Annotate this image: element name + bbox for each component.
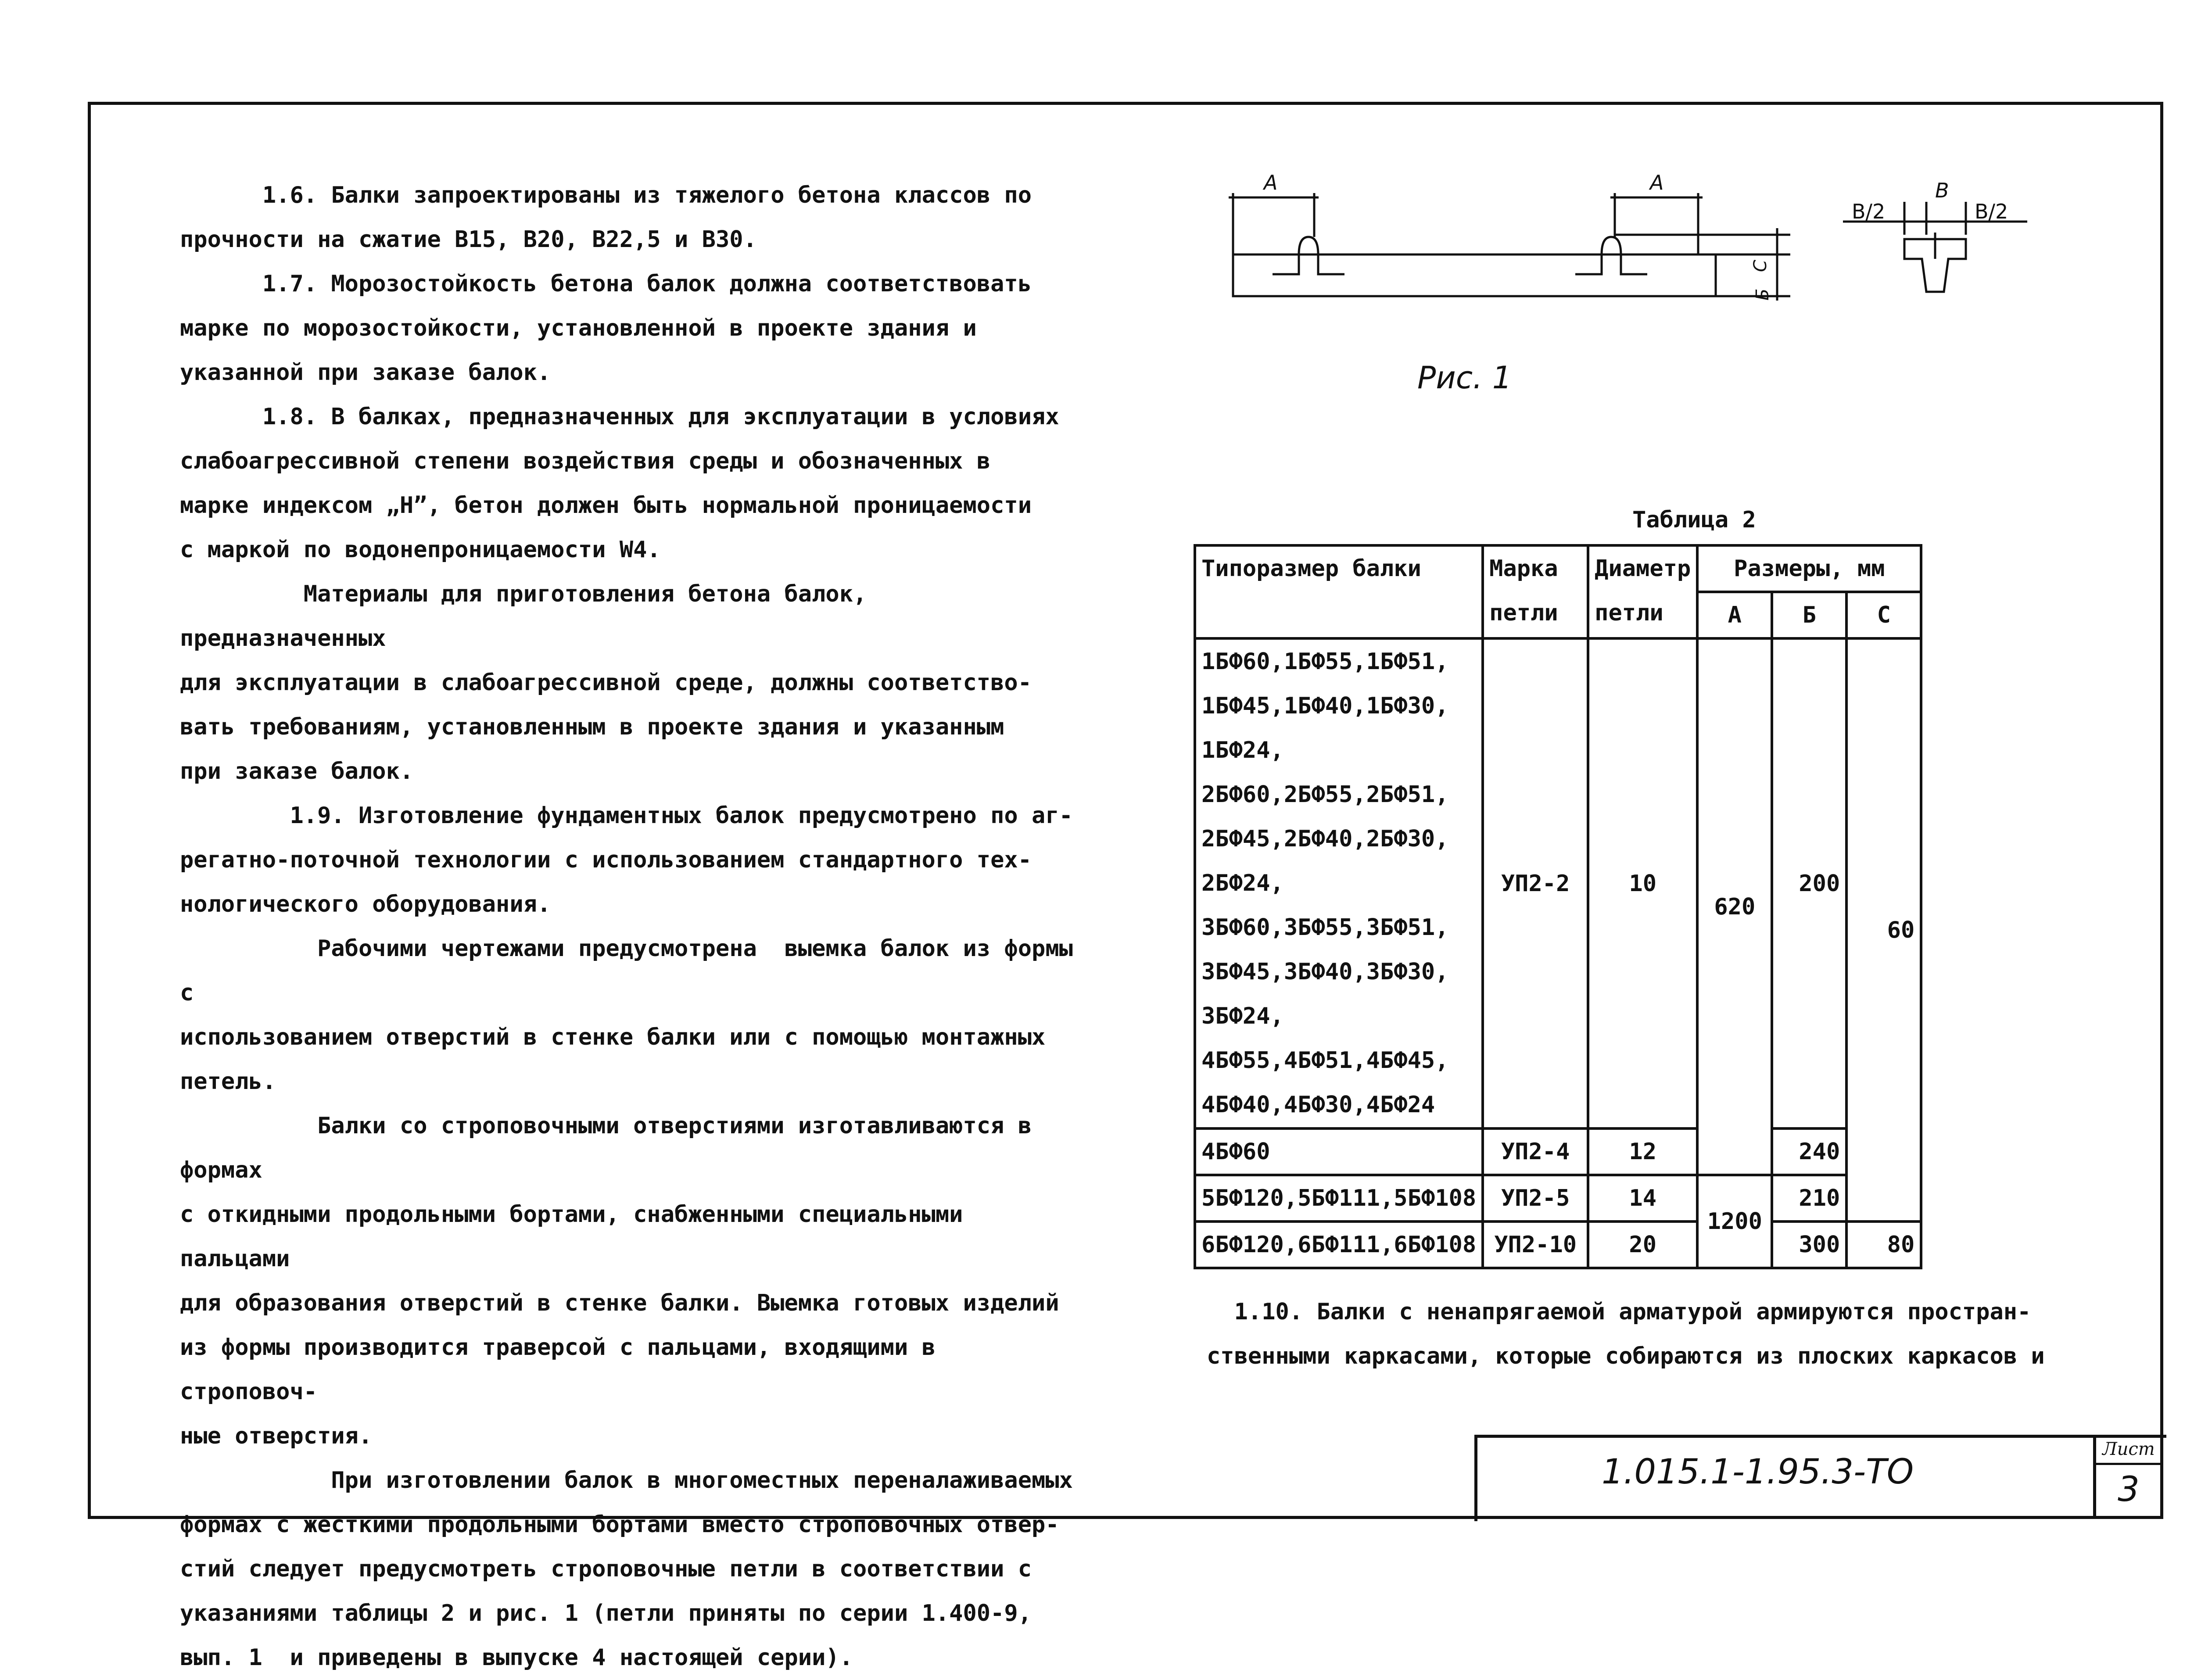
cell-type: 5БФ120,5БФ111,5БФ108 <box>1195 1175 1483 1221</box>
cell-b: 240 <box>1772 1128 1846 1175</box>
paragraph-line: указанной при заказе балок. <box>180 359 551 386</box>
table-row <box>1195 638 1921 1128</box>
paragraph-line: Материалы для приготовления бетона балок, предназначенных <box>180 581 881 652</box>
label-v: В <box>1935 179 1949 202</box>
paragraph-line: 1.6. Балки запроектированы из тяжелого бетона классов по <box>180 182 1032 208</box>
table-row <box>1195 1128 1921 1175</box>
cell-c: 60 <box>1846 638 1921 1221</box>
frame-right <box>2160 102 2163 1519</box>
cell-type: 4БФ60 <box>1195 1128 1483 1175</box>
cell-mark: УП2-10 <box>1483 1221 1588 1268</box>
cell-mark: УП2-2 <box>1483 638 1588 1128</box>
figure-beam-drawing <box>1220 167 2097 412</box>
paragraph-line: для образования отверстий в стенке балки. Выемка готовых изделий <box>180 1290 1059 1316</box>
cell-diameter: 14 <box>1588 1175 1697 1221</box>
right-text-column <box>1207 1290 2128 1379</box>
figure-caption: Рис. 1 <box>1417 360 1512 396</box>
paragraph-line: вать требованиям, установленным в проекте здания и указанным <box>180 714 1004 740</box>
header-sizes: Размеры, мм <box>1697 545 1921 592</box>
label-v2-left: В/2 <box>1852 200 1886 223</box>
label-b: Б <box>1753 288 1773 301</box>
paragraph-line: Рабочими чертежами предусмотрена выемка балок из формы с <box>180 935 1087 1006</box>
sheet-label: Лист <box>2096 1436 2162 1465</box>
cell-a-lower: 1200 <box>1697 1175 1772 1268</box>
sheet-number: 3 <box>2118 1470 2140 1509</box>
label-c: С <box>1750 260 1771 272</box>
header-mark: Марка петли <box>1483 545 1588 638</box>
paragraph-line: для эксплуатации в слабоагрессивной среде, должны соответство- <box>180 670 1032 696</box>
frame-top <box>88 102 2163 105</box>
paragraph-line: марке индексом „Н”, бетон должен быть нормальной проницаемости <box>180 492 1032 519</box>
header-type: Типоразмер балки <box>1195 545 1483 638</box>
cell-c: 80 <box>1846 1221 1921 1268</box>
paragraph-line: указаниями таблицы 2 и рис. 1 (петли приняты по серии 1.400-9, <box>180 1600 1032 1626</box>
cell-diameter: 20 <box>1588 1221 1697 1268</box>
table-row <box>1195 1221 1921 1268</box>
cell-a: 620 <box>1697 638 1772 1175</box>
table-row <box>1195 1175 1921 1221</box>
label-v2-right: В/2 <box>1975 200 2008 223</box>
table-title: Таблица 2 <box>1632 507 1756 533</box>
paragraph-line: Балки со строповочными отверстиями изготавливаются в формах <box>180 1113 1046 1183</box>
paragraph-line: использованием отверстий в стенке балки или с помощью монтажных <box>180 1024 1046 1050</box>
frame-left <box>88 102 91 1519</box>
paragraph-line: стий следует предусмотреть строповочные петли в соответствии с <box>180 1556 1032 1582</box>
paragraph-line: прочности на сжатие В15, В20, В22,5 и В30. <box>180 226 757 253</box>
label-a-right: А <box>1650 171 1664 194</box>
paragraph-line: ные отверстия. <box>180 1423 373 1449</box>
paragraph-line: 1.9. Изготовление фундаментных балок предусмотрено по аг- <box>180 802 1073 829</box>
paragraph-line: вып. 1 и приведены в выпуске 4 настоящей серии). <box>180 1644 853 1671</box>
paragraph-line: формах с жесткими продольными бортами вместо строповочных отвер- <box>180 1512 1059 1538</box>
header-a: А <box>1697 592 1772 638</box>
left-text-column <box>180 173 1087 1680</box>
header-diameter: Диаметр петли <box>1588 545 1697 638</box>
header-b: Б <box>1772 592 1846 638</box>
label-a-left: А <box>1264 171 1278 194</box>
paragraph-line: с маркой по водонепроницаемости W4. <box>180 537 661 563</box>
paragraph-line: марке по морозостойкости, установленной в проекте здания и <box>180 315 977 341</box>
paragraph-line: ственными каркасами, которые собираются из плоских каркасов и <box>1207 1343 2045 1369</box>
paragraph-line: При изготовлении балок в многоместных переналаживаемых <box>180 1467 1073 1494</box>
paragraph-line: 1.7. Морозостойкость бетона балок должна соответствовать <box>180 271 1032 297</box>
paragraph-line: нологического оборудования. <box>180 891 551 917</box>
cell-mark: УП2-5 <box>1483 1175 1588 1221</box>
cell-diameter: 10 <box>1588 638 1697 1128</box>
paragraph-line: с откидными продольными бортами, снабженными специальными пальцами <box>180 1201 977 1272</box>
cell-b: 300 <box>1772 1221 1846 1268</box>
paragraph-line: регатно-поточной технологии с использованием стандартного тех- <box>180 847 1032 873</box>
header-c: С <box>1846 592 1921 638</box>
cell-type: 6БФ120,6БФ111,6БФ108 <box>1195 1221 1483 1268</box>
document-code: 1.015.1-1.95.3-ТО <box>1602 1452 1914 1492</box>
paragraph-line: 1.10. Балки с ненапрягаемой арматурой армируются простран- <box>1207 1299 2031 1325</box>
cell-mark: УП2-4 <box>1483 1128 1588 1175</box>
paragraph-line: 1.8. В балках, предназначенных для эксплуатации в условиях <box>180 404 1059 430</box>
spec-table <box>1194 544 1922 1269</box>
cell-diameter: 12 <box>1588 1128 1697 1175</box>
cell-types-group1: 1БФ60,1БФ55,1БФ51, 1БФ45,1БФ40,1БФ30, 1БФ24, 2БФ60,2БФ55,2БФ51, 2БФ45,2БФ40,2БФ30, 2БФ24, 3БФ60,3БФ55,3БФ51, 3БФ45,3БФ40,3БФ30, 3БФ24, 4БФ55,4БФ51,4БФ45, 4БФ40,4БФ30,4БФ24 <box>1195 638 1483 1128</box>
cell-b: 200 <box>1772 638 1846 1128</box>
paragraph-line: слабоагрессивной степени воздействия среды и обозначенных в <box>180 448 991 474</box>
paragraph-line: при заказе балок. <box>180 758 414 784</box>
cell-b: 210 <box>1772 1175 1846 1221</box>
paragraph-line: из формы производится траверсой с пальцами, входящими в строповоч- <box>180 1334 950 1405</box>
paragraph-line: петель. <box>180 1068 276 1095</box>
